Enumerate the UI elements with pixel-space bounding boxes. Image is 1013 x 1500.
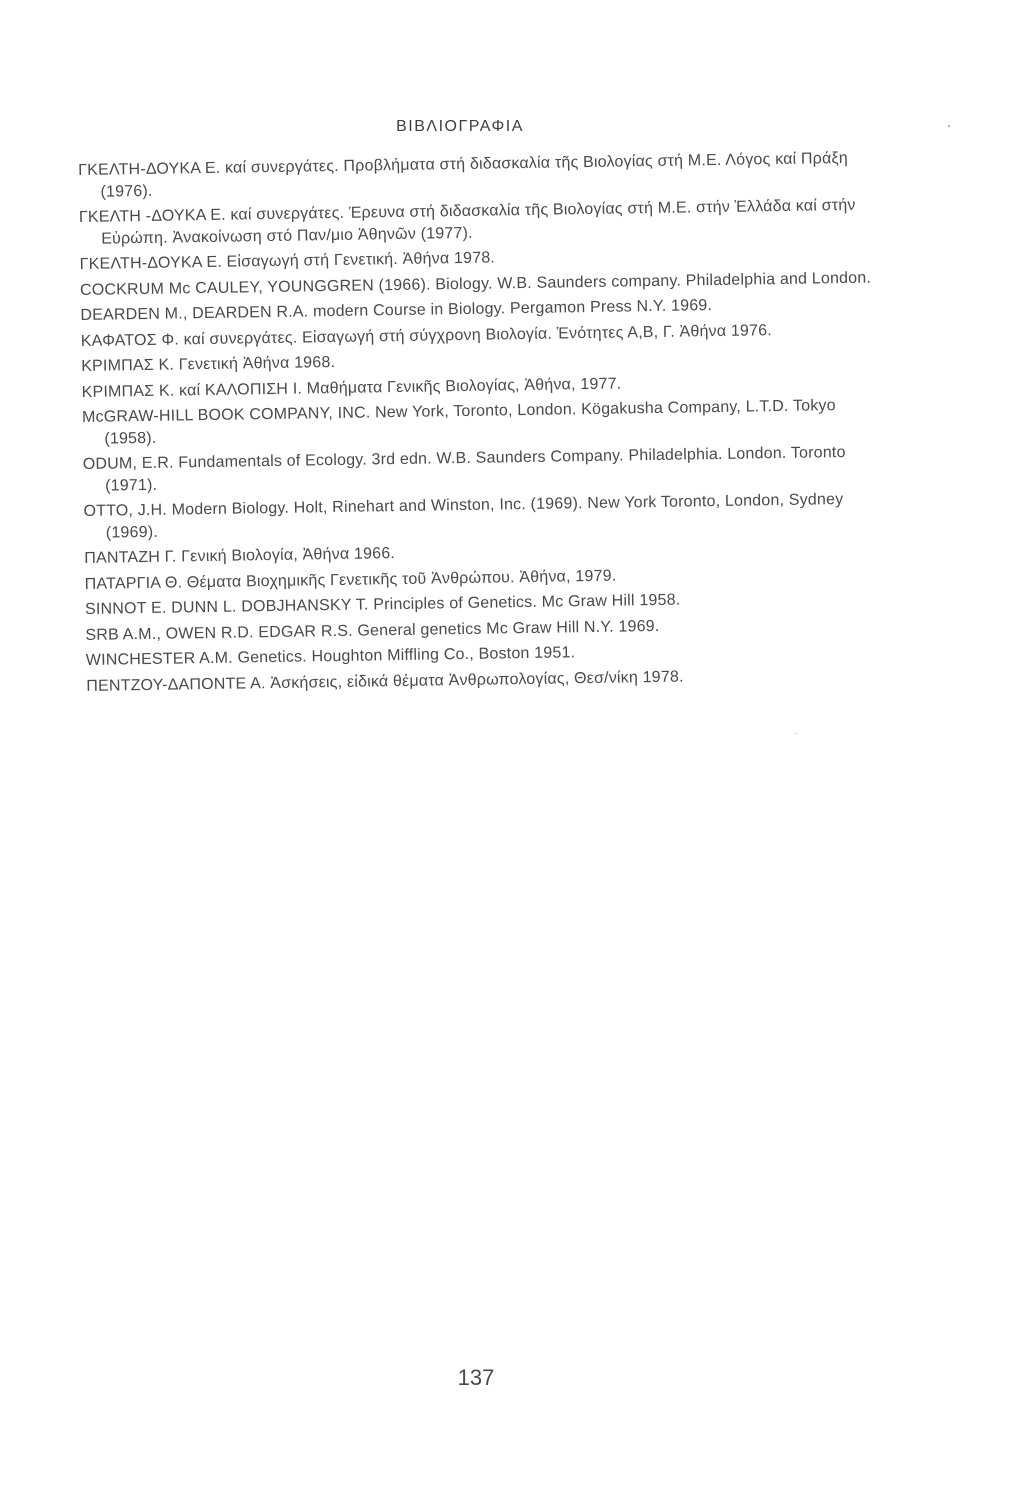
bibliography-entry: ΠΑΝΤΑΖΗ Γ. Γενική Βιολογία, Ἀθήνα 1966. (84, 545, 396, 567)
bibliography-entry: ΚΡΙΜΠΑΣ Κ. Γενετική Ἀθήνα 1968. (81, 353, 336, 375)
bibliography-entry: OTTO, J.H. Modern Biology. Holt, Rinehart and Winston, Inc. (1969). New York Toronto, London, Sydney (1969). (83, 491, 844, 542)
bibliography-entry: ΓΚΕΛΤΗ-ΔΟΥΚΑ Ε. καί συνεργάτες. Προβλήματα στή διδασκαλία τῆς Βιολογίας στή Μ.Ε. Λόγος καί Πράξη (1976). (78, 149, 849, 201)
bibliography-entry: SINNOT E. DUNN L. DOBJHANSKY T. Principles of Genetics. Mc Graw Hill 1958. (84, 591, 681, 618)
bibliography-entry: ΠΑΤΑΡΓΙΑ Θ. Θέματα Βιοχημικῆς Γενετικῆς τοῦ Ἀνθρώπου. Ἀθήνα, 1979. (84, 567, 617, 593)
bibliography-entry: ΚΡΙΜΠΑΣ Κ. καί ΚΑΛΟΠΙΣΗ Ι. Μαθήματα Γενικῆς Βιολογίας, Ἀθήνα, 1977. (81, 374, 622, 401)
bibliography-entry: ΓΚΕΛΤΗ-ΔΟΥΚΑ Ε. Εἰσαγωγή στή Γενετική. Ἀθήνα 1978. (79, 249, 496, 273)
scan-speck (795, 733, 796, 734)
bibliography-list (78, 147, 886, 700)
bibliography-entry: DEARDEN M., DEARDEN R.A. modern Course in Biology. Pergamon Press N.Y. 1969. (80, 297, 713, 324)
page-title: ΒΙΒΛΙΟΓΡΑΦΙΑ (396, 118, 524, 135)
bibliography-entry: ΚΑΦΑΤΟΣ Φ. καί συνεργάτες. Εἰσαγωγή στή σύγχρονη Βιολογία. Ἑνότητες Α,Β, Γ. Ἀθήνα 1976. (80, 321, 773, 350)
bibliography-entry: ODUM, E.R. Fundamentals of Ecology. 3rd edn. W.B. Saunders Company. Philadelphia. London. Toronto (1971). (82, 443, 846, 495)
bibliography-entry: COCKRUM Mc CAULEY, YOUNGGREN (1966). Biology. W.B. Saunders company. Philadelphia and London. (79, 269, 872, 299)
bibliography-entry: McGRAW-HILL BOOK COMPANY, INC. New York, Toronto, London. Kögakusha Company, L.T.D. Tokyo (1958). (81, 397, 836, 448)
page-number: 137 (457, 1365, 495, 1390)
scan-speck (948, 125, 950, 127)
bibliography-entry: ΠΕΝΤΖΟΥ-ΔΑΠΟΝΤΕ Α. Ἀσκήσεις, εἰδικά θέματα Ἀνθρωπολογίας, Θεσ/νίκη 1978. (86, 668, 684, 695)
bibliography-entry: WINCHESTER A.M. Genetics. Houghton Miffling Co., Boston 1951. (85, 644, 576, 669)
bibliography-entry: SRB A.M., OWEN R.D. EDGAR R.S. General genetics Mc Graw Hill N.Y. 1969. (85, 617, 660, 644)
bibliography-entry: ΓΚΕΛΤΗ -ΔΟΥΚΑ Ε. καί συνεργάτες. Έρευνα στή διδασκαλία τῆς Βιολογίας στή Μ.Ε. στήν Ἑλλάδα καί στήν Εὐρώπη. Ἀνακοίνωση στό Παν/μιο Ἀθηνῶν (1977). (78, 196, 856, 248)
